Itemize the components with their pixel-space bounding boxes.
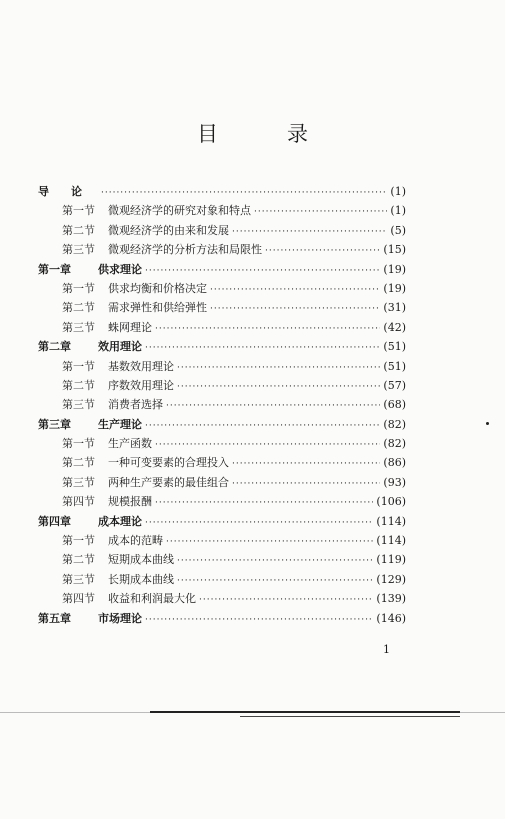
toc-chapter-row [38,338,406,357]
dot-leader [210,285,380,295]
toc-entry-page: (1) [390,185,406,198]
toc-entry-title: 收益和利润最大化 [108,592,196,606]
toc-chapter-row [38,416,406,435]
toc-entry-number: 第四节 [62,592,95,606]
toc-section-row [38,396,406,415]
dot-leader [210,304,380,314]
toc-entry-number: 第二节 [62,301,95,315]
toc-chapter-row [38,183,406,202]
dot-leader [145,266,380,276]
toc-chapter-row [38,610,406,629]
toc-entry-page: (1) [390,204,406,218]
toc-entry-number: 第一节 [62,281,95,295]
toc-section-row [38,590,406,609]
dot-leader [145,343,380,353]
toc-entry-title: 规模报酬 [108,495,152,509]
page-number: 1 [383,643,390,656]
toc-entry-page: (15) [383,243,406,257]
toc-entry-page: (42) [383,320,406,334]
toc-entry-number: 第三章 [38,417,71,431]
dot-leader [265,246,380,256]
toc-entry-title: 短期成本曲线 [108,553,174,567]
toc-entry-number: 第二节 [62,223,95,237]
toc-entry-title: 生产理论 [98,417,142,431]
toc-entry-page: (86) [383,456,406,470]
toc-entry-number: 第四节 [62,495,95,509]
toc-entry-title: 成本理论 [98,514,142,528]
dot-leader [177,382,380,392]
toc-section-row [38,571,406,590]
dot-leader [177,363,380,373]
toc-entry-page: (51) [383,359,406,373]
toc-entry-title: 效用理论 [98,340,142,354]
toc-section-row [38,280,406,299]
dot-leader [232,459,380,469]
dot-leader [155,498,373,508]
toc-section-row [38,454,406,473]
toc-chapter-row [38,261,406,280]
toc-entry-title: 微观经济学的由来和发展 [108,223,229,237]
toc-entry-page: (114) [376,514,406,528]
dot-leader [232,227,387,237]
toc-entry-title: 一种可变要素的合理投入 [108,456,229,470]
scan-speck [486,422,489,425]
toc-entry-title: 消费者选择 [108,398,163,412]
toc-entry-title: 微观经济学的分析方法和局限性 [108,243,262,257]
toc-entry-number: 第二节 [62,553,95,567]
toc-entry-title: 长期成本曲线 [108,572,174,586]
dot-leader [232,479,380,489]
toc-entry-title: 基数效用理论 [108,359,174,373]
toc-entry-number: 第一章 [38,262,71,276]
toc-entry-title: 成本的范畴 [108,534,163,548]
toc-section-row [38,474,406,493]
toc-entry-title: 需求弹性和供给弹性 [108,301,207,315]
toc-entry-title: 生产函数 [108,437,152,451]
toc-entry-title: 蛛网理论 [108,320,152,334]
toc-entry-number: 第三节 [62,243,95,257]
toc-entry-number: 第一节 [62,437,95,451]
dot-leader [101,188,387,198]
toc-entry-title: 市场理论 [98,611,142,625]
toc-entry-page: (5) [390,223,406,237]
page-title: 目 录 [197,122,332,146]
dot-leader [145,518,373,528]
dot-leader [155,324,380,334]
toc-entry-number: 第三节 [62,398,95,412]
dot-leader [177,556,373,566]
toc-section-row [38,202,406,221]
toc-section-row [38,435,406,454]
toc-entry-number: 第二节 [62,456,95,470]
toc-entry-page: (146) [376,611,406,625]
toc-section-row [38,493,406,512]
toc-entry-number: 第三节 [62,475,95,489]
toc-section-row [38,551,406,570]
toc-entry-page: (68) [383,398,406,412]
toc-entry-page: (57) [383,378,406,392]
dot-leader [145,615,373,625]
toc-section-row [38,358,406,377]
dot-leader [199,595,373,605]
toc-entry-title: 供求均衡和价格决定 [108,281,207,295]
toc-section-row [38,319,406,338]
toc-section-row [38,532,406,551]
dot-leader [254,207,387,217]
toc-entry-number: 第四章 [38,514,71,528]
toc-entry-number: 第一节 [62,359,95,373]
toc-entry-number: 第一节 [62,534,95,548]
toc-entry-page: (31) [383,301,406,315]
dot-leader [166,401,380,411]
scan-rule [150,711,460,713]
dot-leader [177,576,373,586]
toc-entry-number: 第五章 [38,611,71,625]
dot-leader [166,537,373,547]
toc-entry-title: 微观经济学的研究对象和特点 [108,204,251,218]
toc-entry-number: 第一节 [62,204,95,218]
toc-section-row [38,377,406,396]
toc-section-row [38,222,406,241]
toc-entry-page: (106) [376,495,406,509]
toc-entry-page: (114) [376,534,406,548]
toc-entry-page: (139) [376,592,406,606]
toc-entry-number: 第三节 [62,320,95,334]
dot-leader [145,421,380,431]
toc-section-row [38,241,406,260]
toc-entry-number: 第二章 [38,340,71,354]
toc-entry-page: (82) [383,437,406,451]
toc-entry-number: 导 论 [38,185,82,198]
toc-entry-page: (119) [376,553,406,567]
toc-entry-number: 第二节 [62,378,95,392]
table-of-contents [38,183,406,629]
scan-rule [240,716,460,717]
toc-entry-page: (19) [383,281,406,295]
toc-entry-title: 供求理论 [98,262,142,276]
toc-entry-page: (82) [383,417,406,431]
toc-entry-page: (129) [376,572,406,586]
toc-entry-page: (19) [383,262,406,276]
toc-entry-number: 第三节 [62,572,95,586]
toc-entry-title: 序数效用理论 [108,378,174,392]
dot-leader [155,440,380,450]
toc-entry-title: 两种生产要素的最佳组合 [108,475,229,489]
toc-chapter-row [38,513,406,532]
toc-entry-page: (51) [383,340,406,354]
toc-entry-page: (93) [383,475,406,489]
toc-section-row [38,299,406,318]
